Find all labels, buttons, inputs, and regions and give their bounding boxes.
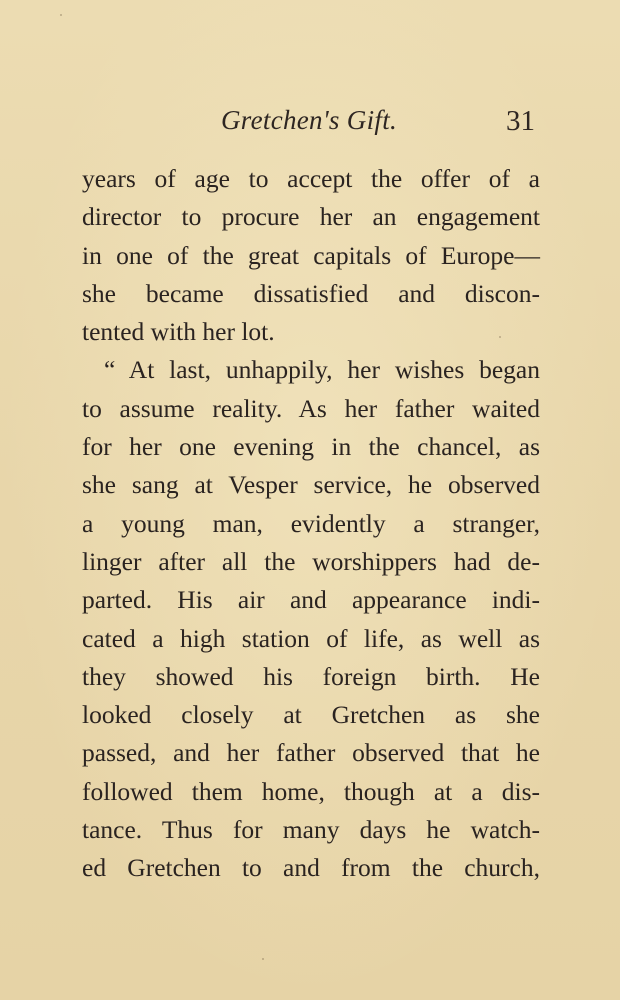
- text-line: ed Gretchen to and from the church,: [82, 853, 540, 883]
- text-line: followed them home, though at a dis-: [82, 776, 540, 806]
- text-line: linger after all the worshippers had de-: [82, 546, 540, 576]
- text-line: she sang at Vesper service, he observed: [82, 470, 540, 500]
- page-number: 31: [506, 105, 535, 137]
- text-line: tented with her lot.: [82, 317, 275, 347]
- text-line: in one of the great capitals of Europe—: [82, 240, 540, 270]
- text-line: passed, and her father observed that he: [82, 738, 540, 768]
- text-line: they showed his foreign birth. He: [82, 661, 540, 691]
- text-line: looked closely at Gretchen as she: [82, 700, 540, 730]
- text-line: tance. Thus for many days he watch-: [82, 815, 540, 845]
- text-line: a young man, evidently a stranger,: [82, 508, 540, 538]
- text-line: years of age to accept the offer of a: [82, 164, 540, 193]
- text-line: to assume reality. As her father waited: [82, 393, 540, 423]
- body-text: [82, 160, 540, 888]
- text-line: parted. His air and appearance indi-: [82, 585, 540, 615]
- paper-speck: [262, 958, 264, 960]
- text-line: she became dissatisfied and discon-: [82, 278, 540, 308]
- running-head: [0, 102, 620, 142]
- text-line: director to procure her an engagement: [82, 202, 540, 232]
- text-line: for her one evening in the chancel, as: [82, 432, 540, 462]
- text-line: “ At last, unhappily, her wishes began: [104, 355, 540, 385]
- paper-speck: [60, 14, 62, 16]
- text-line: cated a high station of life, as well as: [82, 623, 540, 653]
- running-title: Gretchen's Gift.: [221, 105, 398, 135]
